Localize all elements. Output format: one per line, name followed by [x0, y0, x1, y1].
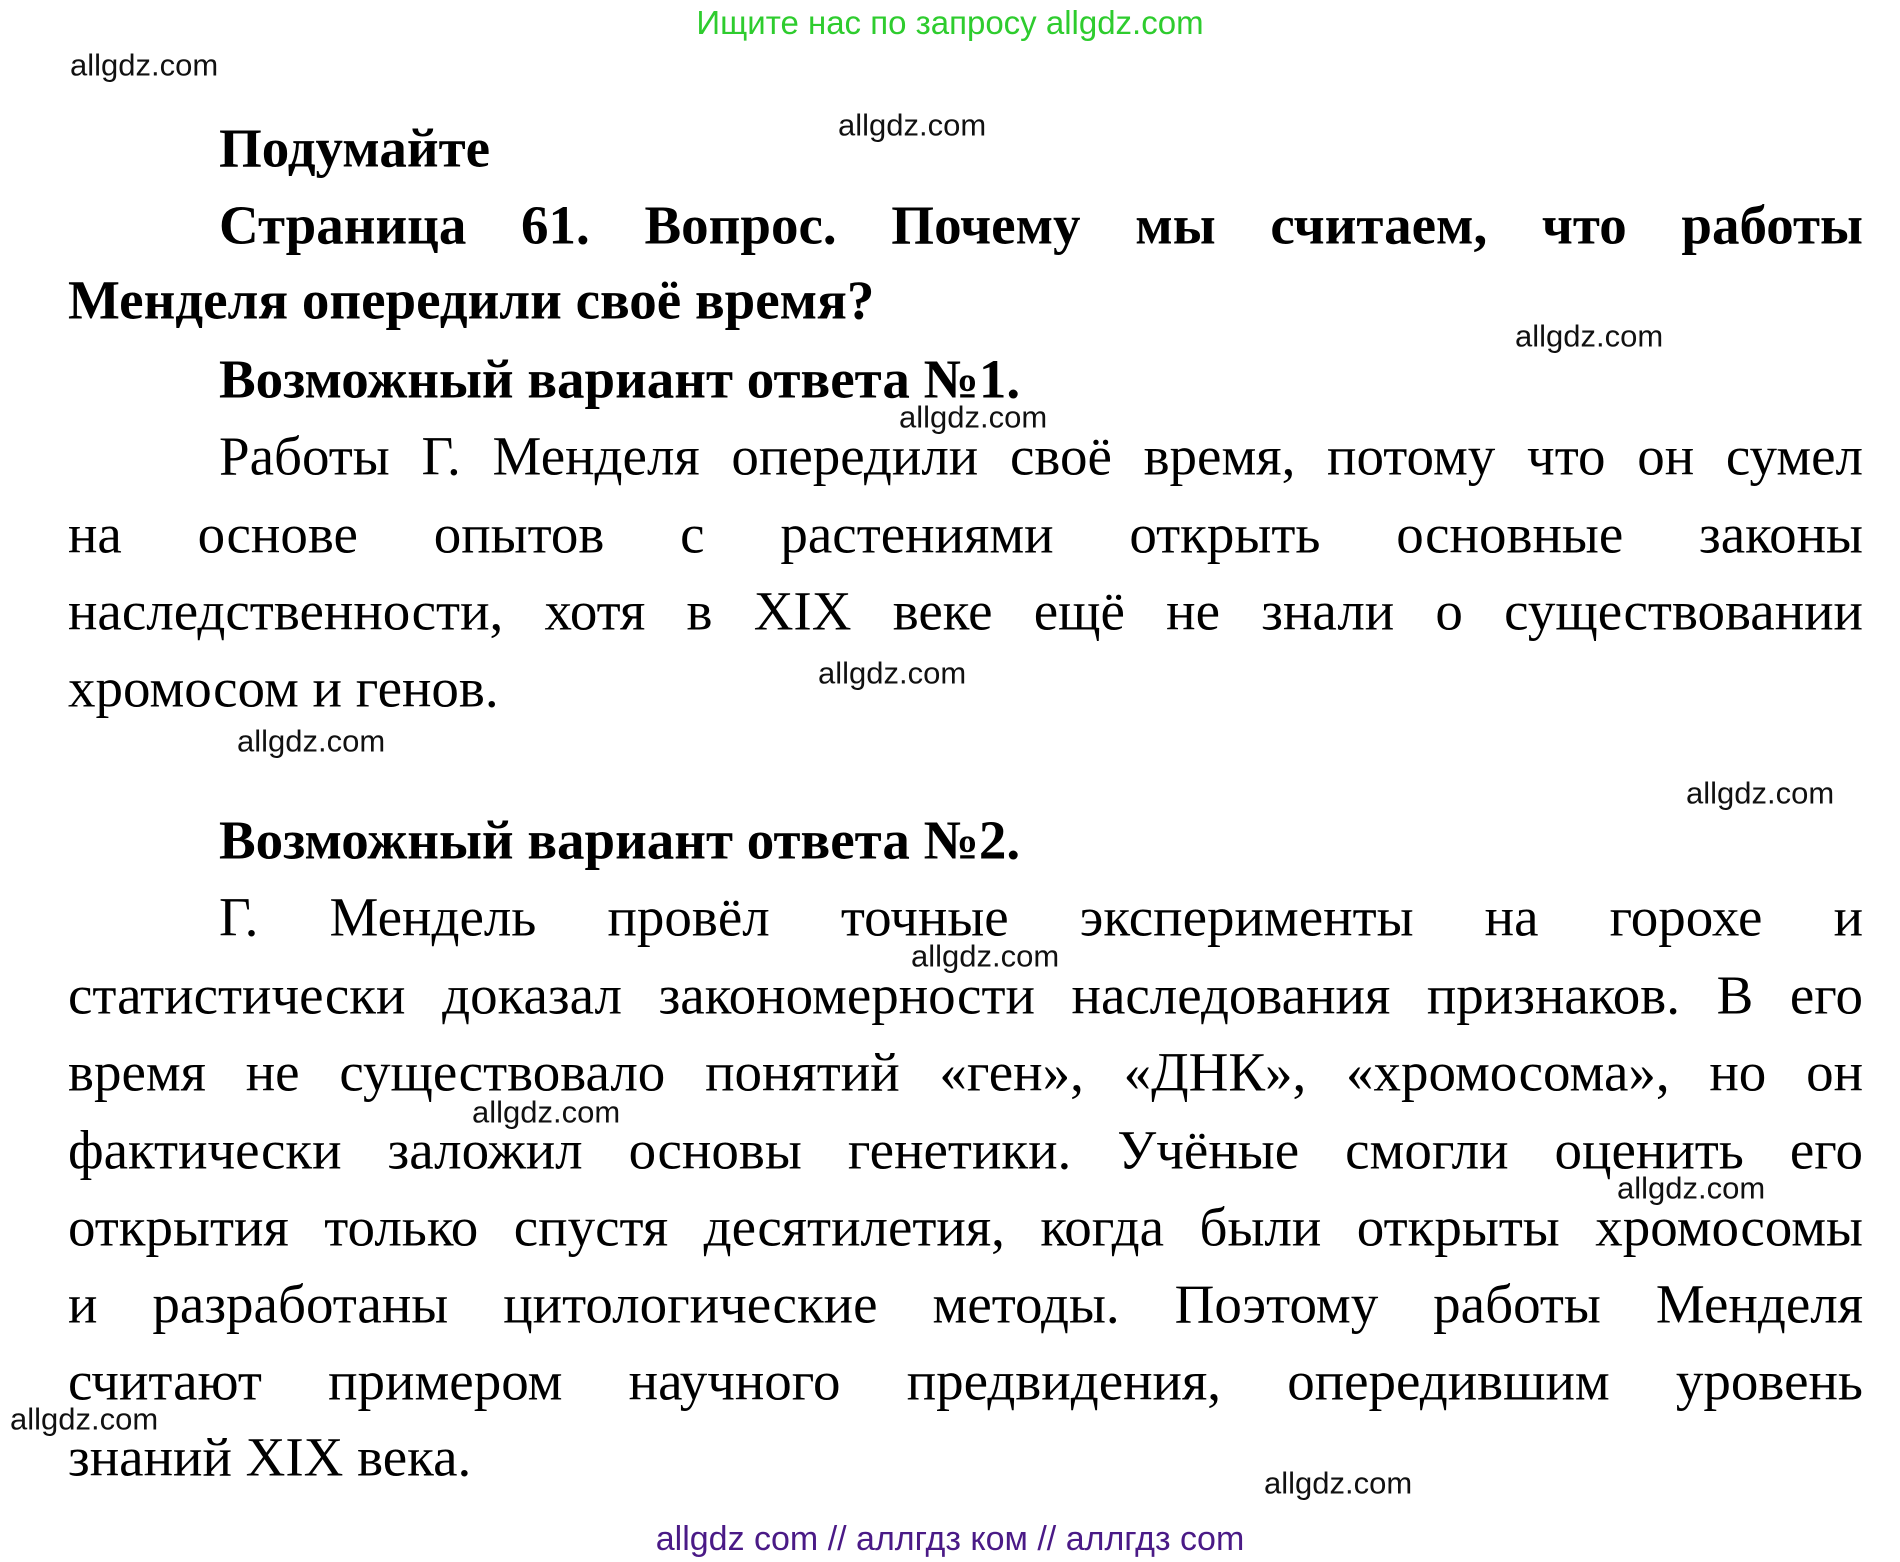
answer1-title: Возможный вариант ответа №1. — [219, 348, 1021, 410]
watermark: allgdz.com — [911, 938, 1060, 974]
answer1-line: наследственности, хотя в XIX веке ещё не знали о существовании — [68, 580, 1863, 642]
watermark: allgdz.com — [237, 723, 386, 759]
answer2-line: и разработаны цитологические методы. Поэтому работы Менделя — [68, 1273, 1863, 1335]
watermark: allgdz.com — [818, 655, 967, 691]
answer1-line: на основе опытов с растениями открыть основные законы — [68, 503, 1863, 565]
answer2-line: открытия только спустя десятилетия, когда были открыты хромосомы — [68, 1196, 1863, 1258]
section-heading: Подумайте — [219, 117, 490, 179]
question-line: Страница 61. Вопрос. Почему мы считаем, что работы — [219, 194, 1863, 256]
search-banner: Ищите нас по запросу allgdz.com — [696, 4, 1204, 41]
question-line: Менделя опередили своё время? — [68, 269, 875, 331]
answer2-line: считают примером научного предвидения, опередившим уровень — [68, 1350, 1863, 1412]
footer-links[interactable]: allgdz com // аллгдз ком // аллгдз com — [655, 1520, 1245, 1558]
watermark: allgdz.com — [1515, 318, 1664, 354]
watermark: allgdz.com — [10, 1401, 159, 1437]
watermark: allgdz.com — [1617, 1170, 1766, 1206]
watermark: allgdz.com — [1264, 1465, 1413, 1501]
answer2-line: знаний XIX века. — [68, 1426, 472, 1488]
answer1-line: хромосом и генов. — [68, 657, 499, 719]
answer2-line: время не существовало понятий «ген», «ДНК», «хромосома», но он — [68, 1041, 1863, 1103]
watermark: allgdz.com — [838, 107, 987, 143]
watermark: allgdz.com — [899, 399, 1048, 435]
answer2-line: статистически доказал закономерности наследования признаков. В его — [68, 964, 1863, 1026]
answer2-title: Возможный вариант ответа №2. — [219, 809, 1021, 871]
answer1-line: Работы Г. Менделя опередили своё время, потому что он сумел — [219, 425, 1863, 487]
watermark: allgdz.com — [472, 1094, 621, 1130]
watermark: allgdz.com — [70, 47, 219, 83]
answer2-line: Г. Мендель провёл точные эксперименты на горохе и — [219, 886, 1863, 948]
answer2-line: фактически заложил основы генетики. Учёные смогли оценить его — [68, 1119, 1863, 1181]
watermark: allgdz.com — [1686, 775, 1835, 811]
